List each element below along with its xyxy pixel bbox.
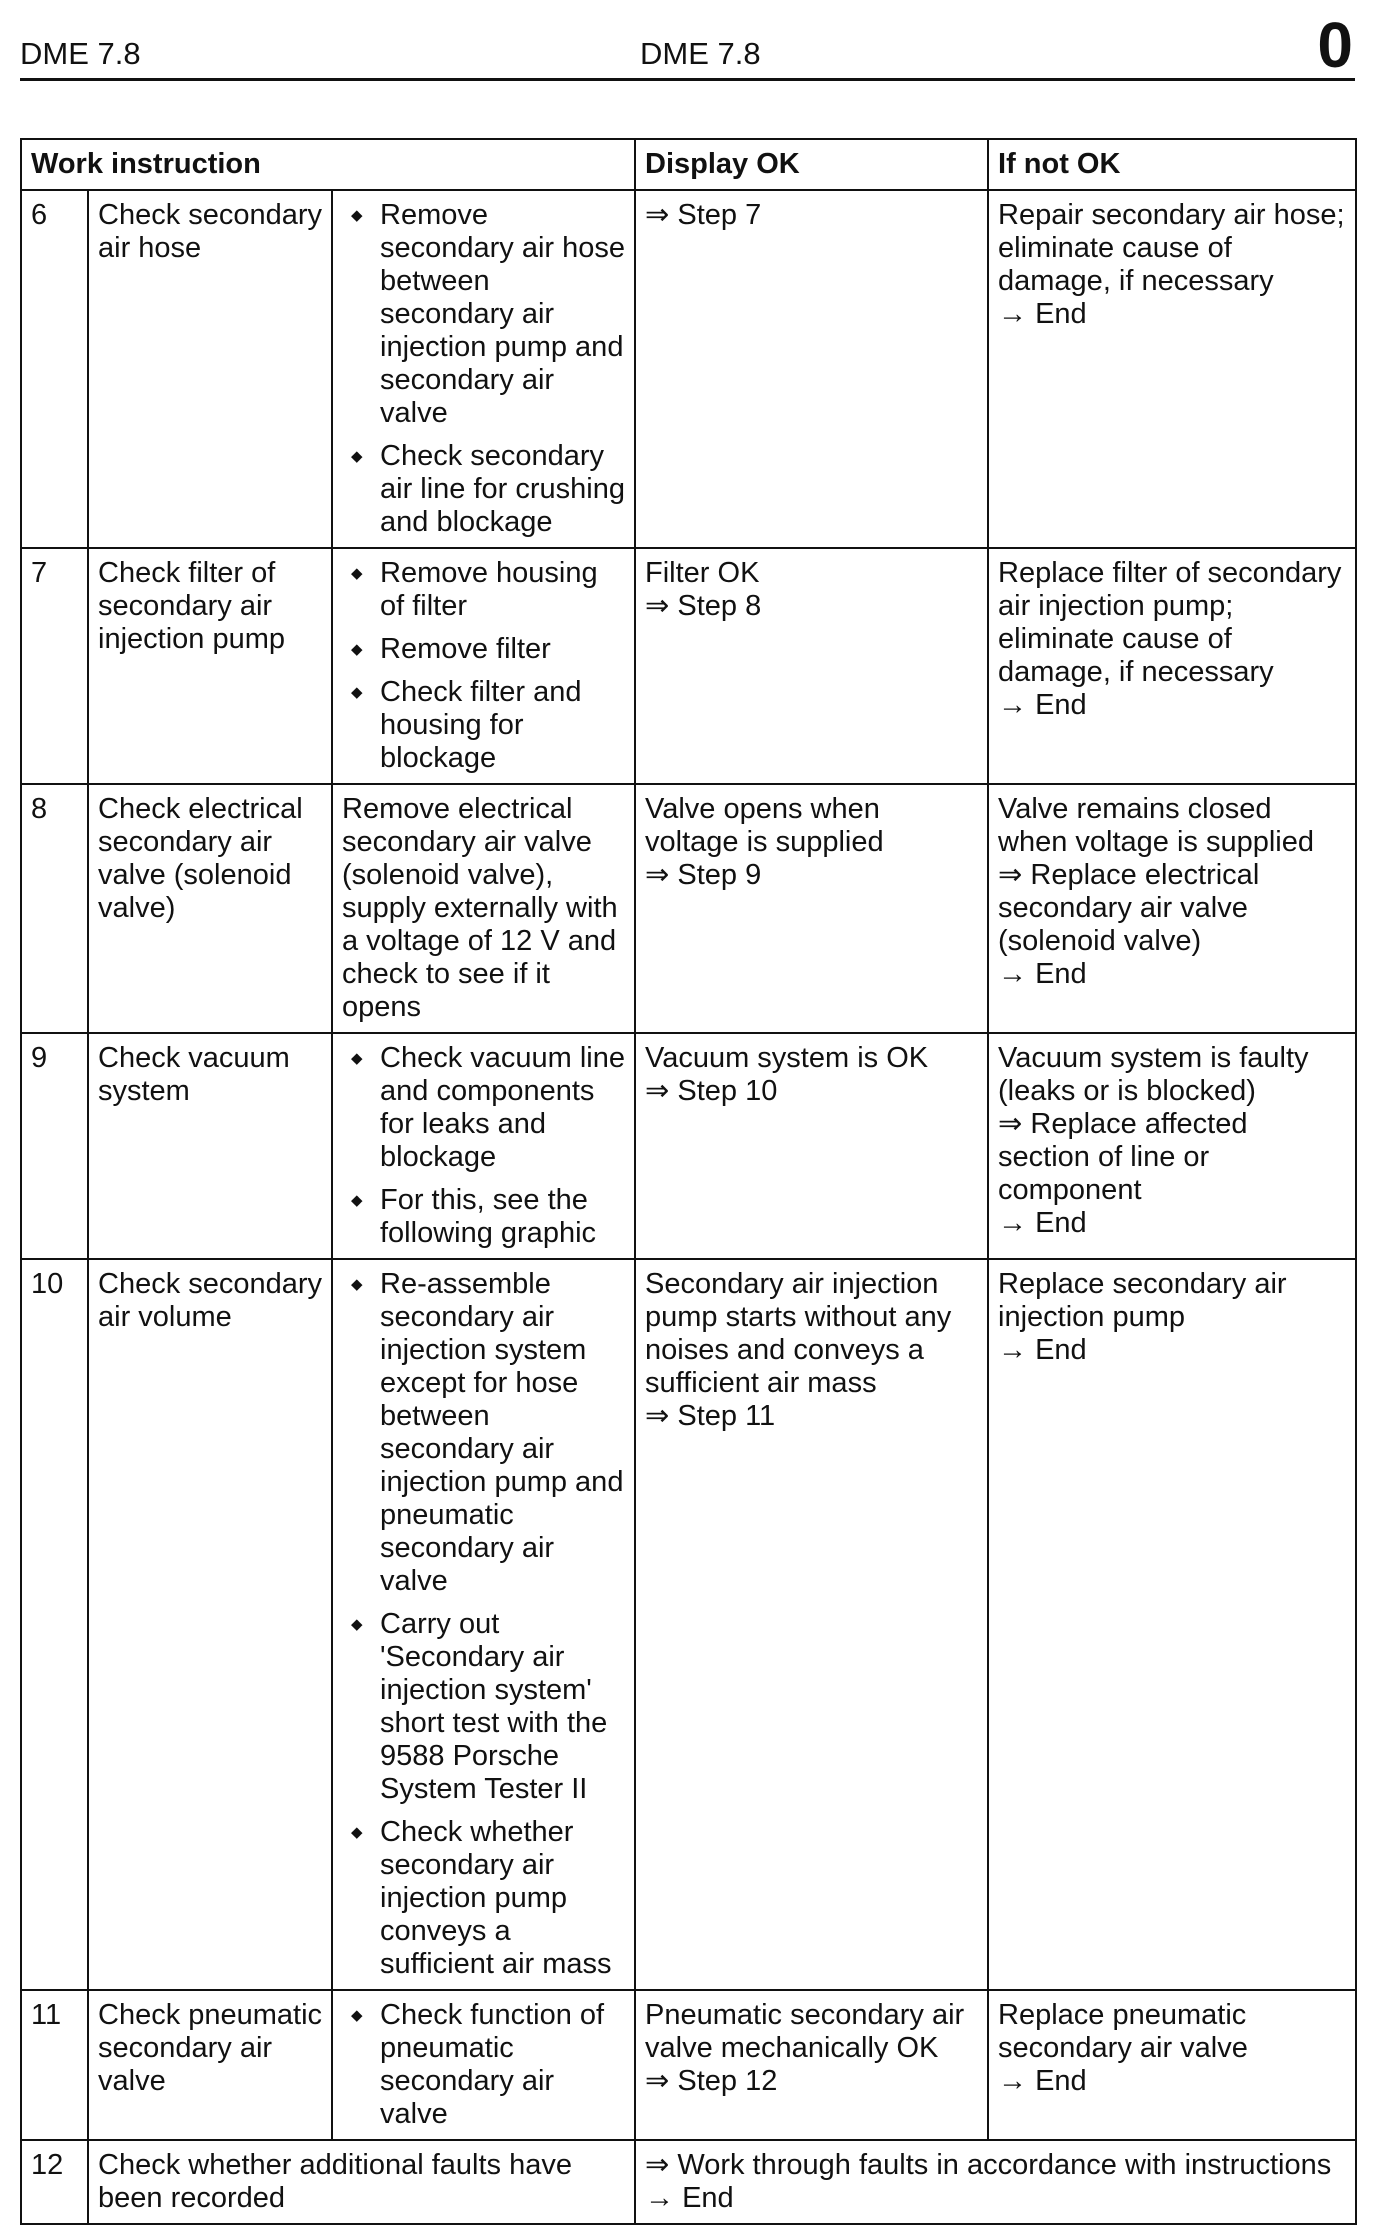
ok-line: ⇒ Step 10 bbox=[645, 1075, 778, 1107]
action-list-cell bbox=[332, 190, 635, 548]
action-item: ◆ Remove secondary air hose between secondary air injection pump and secondary air valve bbox=[342, 199, 626, 430]
action-item: ◆ Check filter and housing for blockage bbox=[342, 676, 626, 775]
not-ok-line: → End bbox=[998, 958, 1087, 990]
table-row bbox=[21, 784, 1356, 1033]
header-work-instruction: Work instruction bbox=[21, 139, 635, 190]
result-line: → End bbox=[645, 2182, 734, 2214]
action-item: ◆ Remove filter bbox=[342, 633, 626, 666]
not-ok-line: → End bbox=[998, 298, 1087, 330]
table-row bbox=[21, 1990, 1356, 2140]
action-list-cell bbox=[332, 1033, 635, 1259]
ok-line: Valve opens when voltage is supplied bbox=[645, 793, 884, 858]
display-ok-cell bbox=[635, 1259, 988, 1990]
table-row bbox=[21, 190, 1356, 548]
header-left-title: DME 7.8 bbox=[20, 36, 141, 71]
step-number: 9 bbox=[21, 1033, 88, 1259]
step-number: 12 bbox=[21, 2140, 88, 2224]
header-page-marker: 0 bbox=[1317, 9, 1353, 81]
step-number: 6 bbox=[21, 190, 88, 548]
table-row bbox=[21, 1259, 1356, 1990]
ok-line: Filter OK bbox=[645, 557, 760, 589]
action-item: ◆ Remove housing of filter bbox=[342, 557, 626, 623]
result-cell bbox=[635, 2140, 1356, 2224]
display-ok-cell bbox=[635, 784, 988, 1033]
check-description: Check filter of secondary air injection pump bbox=[88, 548, 332, 784]
result-line: ⇒ Work through faults in accordance with instructions bbox=[645, 2149, 1332, 2181]
check-description: Check whether additional faults have been recorded bbox=[88, 2140, 635, 2224]
header-center-title: DME 7.8 bbox=[640, 36, 761, 71]
action-list-cell bbox=[332, 548, 635, 784]
page-header bbox=[20, 9, 1355, 81]
action-item: ◆ For this, see the following graphic bbox=[342, 1184, 626, 1250]
step-number: 7 bbox=[21, 548, 88, 784]
header-display-ok: Display OK bbox=[635, 139, 988, 190]
not-ok-line: Vacuum system is faulty (leaks or is blocked) bbox=[998, 1042, 1309, 1107]
not-ok-line: Replace secondary air injection pump bbox=[998, 1268, 1287, 1333]
ok-line: ⇒ Step 8 bbox=[645, 590, 762, 622]
action-list-cell bbox=[332, 1259, 635, 1990]
not-ok-line: → End bbox=[998, 1334, 1087, 1366]
not-ok-line: Replace filter of secondary air injection pump; eliminate cause of damage, if necessary bbox=[998, 557, 1342, 688]
check-description: Check pneumatic secondary air valve bbox=[88, 1990, 332, 2140]
header-if-not-ok: If not OK bbox=[988, 139, 1356, 190]
ok-line: ⇒ Step 11 bbox=[645, 1400, 776, 1432]
step-number: 11 bbox=[21, 1990, 88, 2140]
ok-line: ⇒ Step 12 bbox=[645, 2065, 778, 2097]
not-ok-line: Valve remains closed when voltage is supplied bbox=[998, 793, 1314, 858]
not-ok-line: → End bbox=[998, 1207, 1087, 1239]
action-item: ◆ Re-assemble secondary air injection system except for hose between secondary air injection pump and pneumatic secondary air valve bbox=[342, 1268, 626, 1598]
action-item: ◆ Check function of pneumatic secondary air valve bbox=[342, 1999, 626, 2131]
not-ok-line: → End bbox=[998, 689, 1087, 721]
check-description: Check vacuum system bbox=[88, 1033, 332, 1259]
not-ok-line: Repair secondary air hose; eliminate cause of damage, if necessary bbox=[998, 199, 1345, 297]
if-not-ok-cell bbox=[988, 548, 1356, 784]
if-not-ok-cell bbox=[988, 784, 1356, 1033]
ok-line: ⇒ Step 9 bbox=[645, 859, 762, 891]
not-ok-line: ⇒ Replace affected section of line or component bbox=[998, 1108, 1248, 1206]
check-description: Check secondary air volume bbox=[88, 1259, 332, 1990]
display-ok-cell bbox=[635, 1990, 988, 2140]
step-number: 8 bbox=[21, 784, 88, 1033]
if-not-ok-cell bbox=[988, 1990, 1356, 2140]
ok-line: Secondary air injection pump starts without any noises and conveys a sufficient air mass bbox=[645, 1268, 952, 1399]
display-ok-cell bbox=[635, 548, 988, 784]
display-ok-cell bbox=[635, 190, 988, 548]
not-ok-line: → End bbox=[998, 2065, 1087, 2097]
ok-line: ⇒ Step 7 bbox=[645, 199, 762, 231]
display-ok-cell bbox=[635, 1033, 988, 1259]
ok-line: Vacuum system is OK bbox=[645, 1042, 929, 1074]
step-number: 10 bbox=[21, 1259, 88, 1990]
if-not-ok-cell bbox=[988, 1259, 1356, 1990]
table-row bbox=[21, 2140, 1356, 2224]
check-description: Check secondary air hose bbox=[88, 190, 332, 548]
table-row bbox=[21, 548, 1356, 784]
action-item: ◆ Check vacuum line and components for leaks and blockage bbox=[342, 1042, 626, 1174]
if-not-ok-cell bbox=[988, 190, 1356, 548]
action-item: ◆ Check whether secondary air injection pump conveys a sufficient air mass bbox=[342, 1816, 626, 1981]
table-row bbox=[21, 1033, 1356, 1259]
work-instruction-table bbox=[20, 138, 1357, 2225]
not-ok-line: Replace pneumatic secondary air valve bbox=[998, 1999, 1248, 2064]
action-list-cell bbox=[332, 1990, 635, 2140]
action-item: ◆ Check secondary air line for crushing and blockage bbox=[342, 440, 626, 539]
if-not-ok-cell bbox=[988, 1033, 1356, 1259]
table-header-row bbox=[21, 139, 1356, 190]
ok-line: Pneumatic secondary air valve mechanically OK bbox=[645, 1999, 965, 2064]
action-text-cell: Remove electrical secondary air valve (solenoid valve), supply externally with a voltage of 12 V and check to see if it opens bbox=[332, 784, 635, 1033]
action-item: ◆ Carry out 'Secondary air injection system' short test with the 9588 Porsche System Tester II bbox=[342, 1608, 626, 1806]
not-ok-line: ⇒ Replace electrical secondary air valve (solenoid valve) bbox=[998, 859, 1260, 957]
check-description: Check electrical secondary air valve (solenoid valve) bbox=[88, 784, 332, 1033]
